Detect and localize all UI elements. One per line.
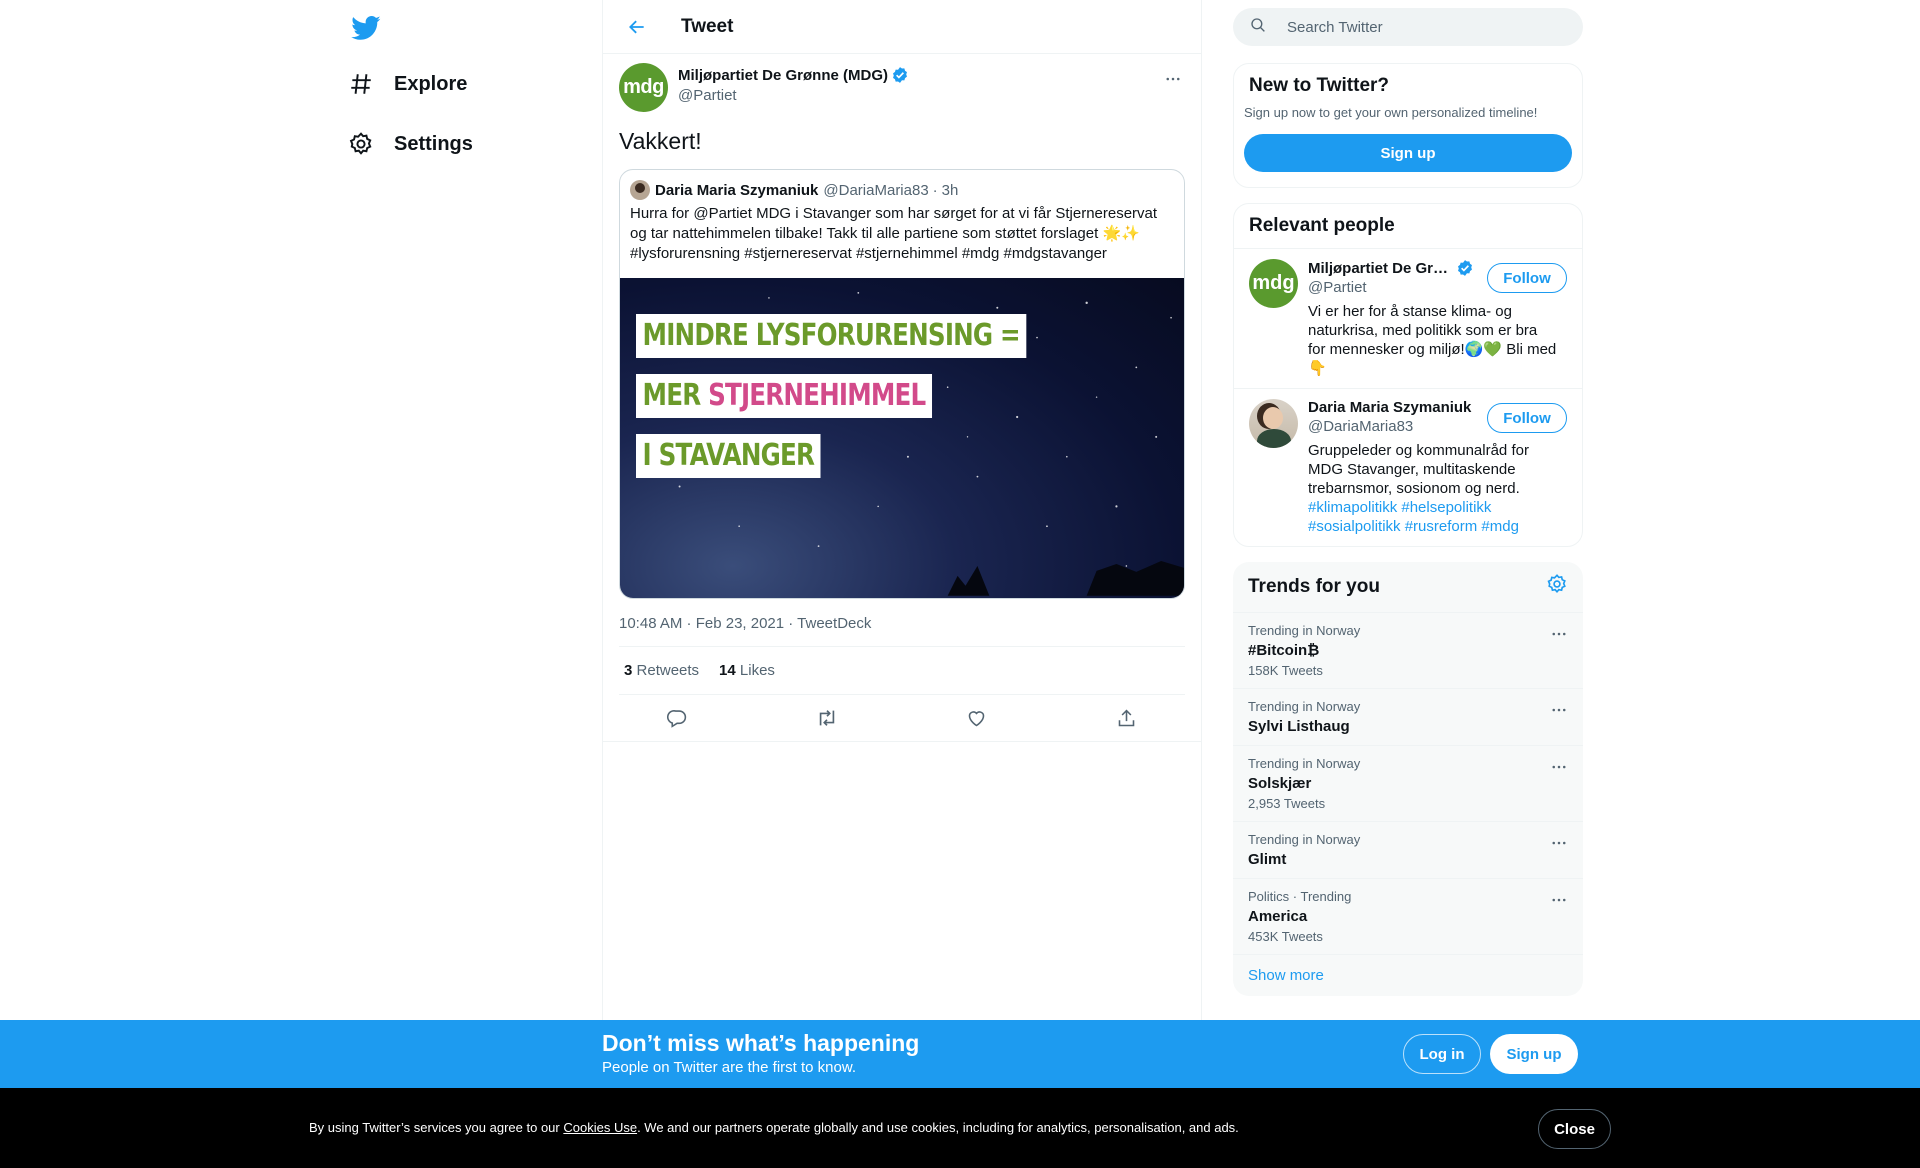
image-banner-line3: I STAVANGER (636, 434, 821, 478)
cookie-banner (0, 1088, 1920, 1168)
main-column (602, 0, 1202, 1168)
search-input[interactable]: Search Twitter (1287, 18, 1383, 36)
nav-explore[interactable] (348, 64, 467, 104)
more-options-icon[interactable] (1550, 701, 1568, 724)
reply-icon[interactable] (667, 707, 689, 729)
quote-image[interactable] (620, 278, 1184, 598)
signup-promo-bar (0, 1020, 1920, 1088)
twitter-bird-icon[interactable] (348, 10, 384, 46)
relevant-people-card (1233, 203, 1583, 547)
trend-context: Trending in Norway (1248, 699, 1361, 714)
more-options-icon[interactable] (1550, 834, 1568, 857)
avatar[interactable]: mdg (1249, 259, 1298, 308)
person-handle: @Partiet (1308, 279, 1367, 296)
promo-subtitle: People on Twitter are the first to know. (602, 1059, 857, 1076)
trend-count: 158K Tweets (1248, 663, 1323, 678)
more-options-icon[interactable] (1161, 67, 1185, 91)
right-sidebar (1233, 0, 1583, 996)
trend-name: Glimt (1248, 851, 1287, 868)
retweet-icon[interactable] (816, 707, 838, 729)
person-bio: Vi er her for å stanse klima- og naturkrisa, med politikk som er bra for mennesker og miljø!🌍💚 Bli med👇 (1308, 303, 1557, 377)
quote-author (620, 170, 1184, 200)
new-to-twitter-title: New to Twitter? (1249, 75, 1390, 96)
trends-card (1233, 562, 1583, 996)
cookies-use-link[interactable]: Cookies Use (563, 1120, 638, 1135)
likes-stat[interactable]: 14 Likes (719, 662, 775, 679)
page-title: Tweet (681, 15, 734, 37)
show-more-link[interactable]: Show more (1233, 954, 1583, 996)
image-banner-line2: MER STJERNEHIMMEL (636, 374, 932, 418)
trend-item[interactable] (1233, 821, 1583, 878)
nav-explore-label: Explore (394, 72, 468, 95)
trend-count: 453K Tweets (1248, 929, 1323, 944)
promo-title: Don’t miss what’s happening (602, 1030, 920, 1056)
share-icon[interactable] (1115, 707, 1137, 729)
tweet-timestamp[interactable]: 10:48 AM · Feb 23, 2021 · TweetDeck (619, 615, 1185, 647)
trend-item[interactable] (1233, 688, 1583, 745)
quote-avatar (630, 180, 650, 200)
trend-context: Trending in Norway (1248, 623, 1361, 638)
search-icon (1249, 16, 1267, 39)
person-daria[interactable] (1234, 388, 1582, 546)
retweets-stat[interactable]: 3 Retweets (624, 662, 700, 679)
trend-item[interactable] (1233, 878, 1583, 954)
signup-button[interactable]: Sign up (1490, 1034, 1578, 1074)
person-name: Miljøpartiet De Gr… (1308, 259, 1558, 277)
trend-item[interactable] (1233, 612, 1583, 688)
sidebar-signup-button[interactable]: Sign up (1244, 134, 1572, 172)
tweet-author (619, 63, 1185, 112)
nav-settings[interactable] (348, 124, 473, 164)
trend-name: America (1248, 908, 1308, 925)
trend-context: Politics · Trending (1248, 889, 1352, 904)
trend-count: 2,953 Tweets (1248, 796, 1326, 811)
back-arrow-icon[interactable] (619, 9, 655, 45)
cookie-close-button[interactable]: Close (1538, 1109, 1611, 1149)
tweet-actions (603, 695, 1201, 742)
person-bio: Gruppeleder og kommunalråd for MDG Stavanger, multitaskende trebarnsmor, sosionom og nerd. #klimapolitikk #helsepolitikk #sosialpolitikk #rusreform #mdg (1308, 442, 1529, 535)
follow-button[interactable]: Follow (1487, 403, 1567, 433)
bio-hashtags[interactable]: #klimapolitikk #helsepolitikk #sosialpolitikk #rusreform #mdg (1308, 499, 1519, 535)
trends-header (1233, 562, 1583, 612)
quote-text: Hurra for @Partiet MDG i Stavanger som har sørget for at vi får Stjernereservat og tar nattehimmelen tilbake! Takk til alle partiene som støttet forslaget 🌟✨ #lysforurensning #stjernereservat #stjernehimmel #mdg #mdgstavanger (630, 205, 1158, 262)
tweet-header (603, 0, 1201, 54)
tweet-text: Vakkert! (619, 128, 702, 154)
avatar[interactable] (1249, 399, 1298, 448)
verified-icon (891, 66, 909, 84)
relevant-people-title: Relevant people (1249, 215, 1395, 236)
new-to-twitter-subtitle: Sign up now to get your own personalized timeline! (1244, 105, 1538, 120)
person-handle: @DariaMaria83 (1308, 418, 1414, 435)
search-bar[interactable] (1233, 8, 1583, 46)
image-banner-line1: MINDRE LYSFORURENSING = (636, 314, 1026, 358)
like-heart-icon[interactable] (966, 707, 988, 729)
author-name[interactable] (678, 66, 909, 84)
author-handle[interactable]: @Partiet (678, 87, 737, 104)
follow-button[interactable]: Follow (1487, 263, 1567, 293)
person-mdg[interactable] (1234, 248, 1582, 388)
more-options-icon[interactable] (1550, 891, 1568, 914)
tweet-stats (619, 647, 1185, 695)
gear-icon (348, 131, 374, 157)
quote-separator: · (932, 181, 938, 199)
more-options-icon[interactable] (1550, 758, 1568, 781)
trend-context: Trending in Norway (1248, 756, 1361, 771)
verified-icon (1456, 259, 1474, 277)
quoted-tweet[interactable] (619, 169, 1185, 599)
author-name-text: Miljøpartiet De Grønne (MDG) (678, 66, 888, 84)
login-button[interactable]: Log in (1403, 1034, 1481, 1074)
hashtag-icon (348, 71, 374, 97)
author-avatar[interactable]: mdg (619, 63, 668, 112)
trends-title: Trends for you (1248, 576, 1380, 597)
more-options-icon[interactable] (1550, 625, 1568, 648)
new-to-twitter-card (1233, 63, 1583, 188)
person-name: Daria Maria Szymaniuk (1308, 399, 1472, 416)
tweet (603, 54, 1201, 742)
trend-item[interactable] (1233, 745, 1583, 821)
settings-gear-icon[interactable] (1546, 573, 1568, 601)
trend-name: #Bitcoin₿ (1248, 642, 1320, 659)
quote-name: Daria Maria Szymaniuk (655, 181, 819, 199)
quote-handle: @DariaMaria83 (823, 181, 929, 199)
trend-name: Sylvi Listhaug (1248, 718, 1350, 735)
quote-time: 3h (941, 181, 959, 199)
nav-settings-label: Settings (394, 132, 473, 155)
trend-name: Solskjær (1248, 775, 1312, 792)
cookie-text: By using Twitter’s services you agree to our Cookies Use. We and our partners operate globally and use cookies, including for analytics, personalisation, and ads. (309, 1120, 1239, 1135)
trend-context: Trending in Norway (1248, 832, 1361, 847)
